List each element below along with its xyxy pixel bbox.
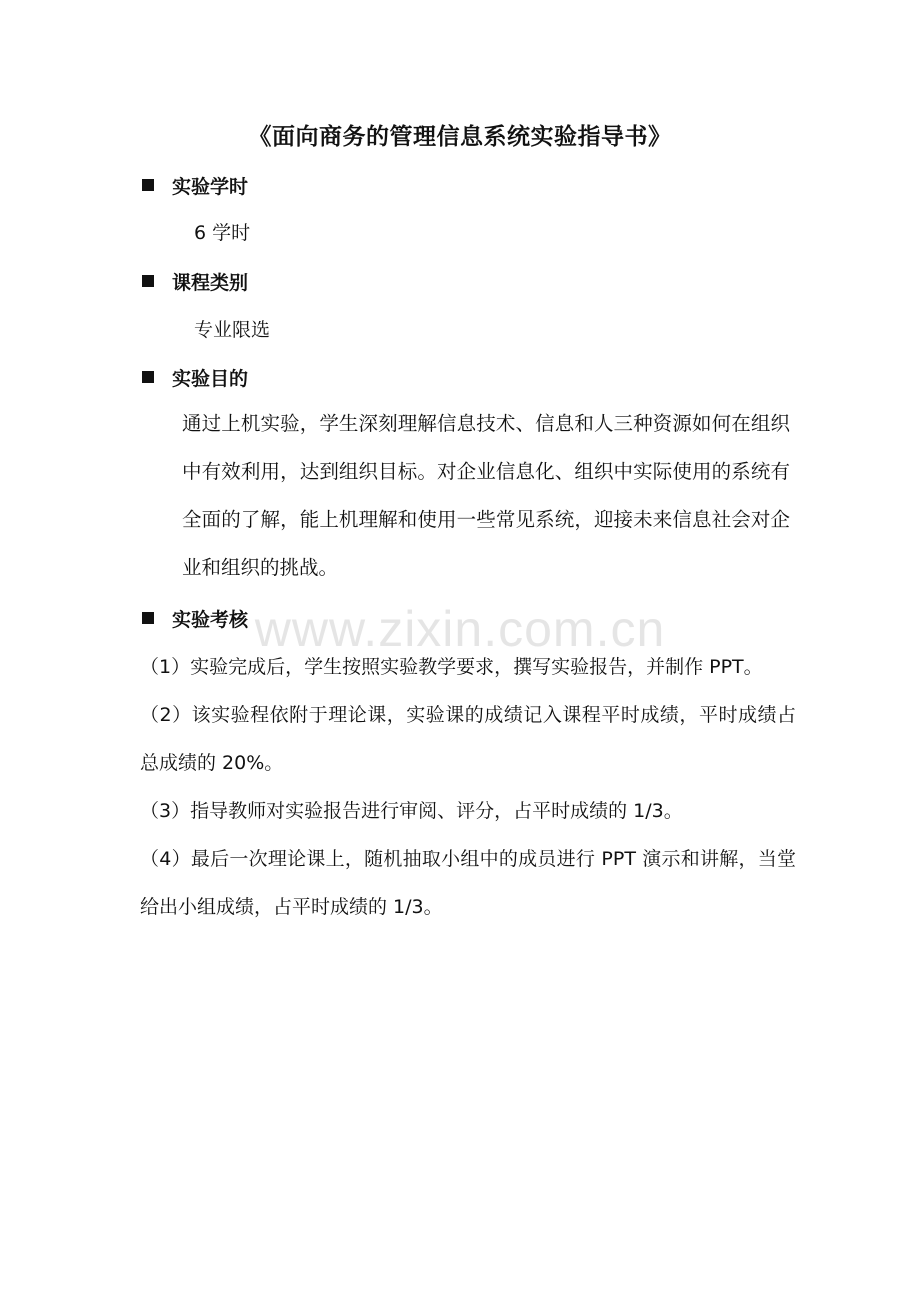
section-content-category: 专业限选 (194, 319, 271, 341)
section-content-hours: 6 学时 (194, 222, 251, 244)
assessment-item: （2）该实验程依附于理论课，实验课的成绩记入课程平时成绩，平时成绩占总成绩的 20%。 (140, 704, 796, 774)
assessment-item: （4）最后一次理论课上，随机抽取小组中的成员进行 PPT 演示和讲解，当堂给出小组成绩，占平时成绩的 1/3。 (140, 848, 796, 918)
assessment-item: （3）指导教师对实验报告进行审阅、评分，占平时成绩的 1/3。 (140, 800, 683, 822)
assessment-item: （1）实验完成后，学生按照实验教学要求，撰写实验报告，并制作 PPT。 (140, 656, 763, 678)
watermark: www.zixin.com.cn (254, 601, 666, 657)
section-heading-category (142, 266, 248, 296)
square-bullet-icon (142, 371, 154, 383)
square-bullet-icon (142, 612, 154, 624)
square-bullet-icon (142, 179, 154, 191)
section-heading-assessment (142, 603, 248, 633)
section-heading-label: 实验目的 (172, 367, 249, 390)
document-title: 《面向商务的管理信息系统实验指导书》 (248, 124, 672, 150)
section-heading-label: 实验考核 (172, 608, 249, 631)
section-heading-hours (142, 170, 248, 200)
purpose-paragraph-text: 通过上机实验，学生深刻理解信息技术、信息和人三种资源如何在组织中有效利用，达到组织目标。对企业信息化、组织中实际使用的系统有全面的了解，能上机理解和使用一些常见系统，迎接未来信息社会对企业和组织的挑战。 (182, 412, 790, 579)
section-paragraph-purpose (140, 400, 790, 592)
section-heading-label: 课程类别 (172, 271, 249, 294)
section-heading-purpose (142, 362, 248, 392)
section-heading-label: 实验学时 (172, 175, 249, 198)
square-bullet-icon (142, 275, 154, 287)
